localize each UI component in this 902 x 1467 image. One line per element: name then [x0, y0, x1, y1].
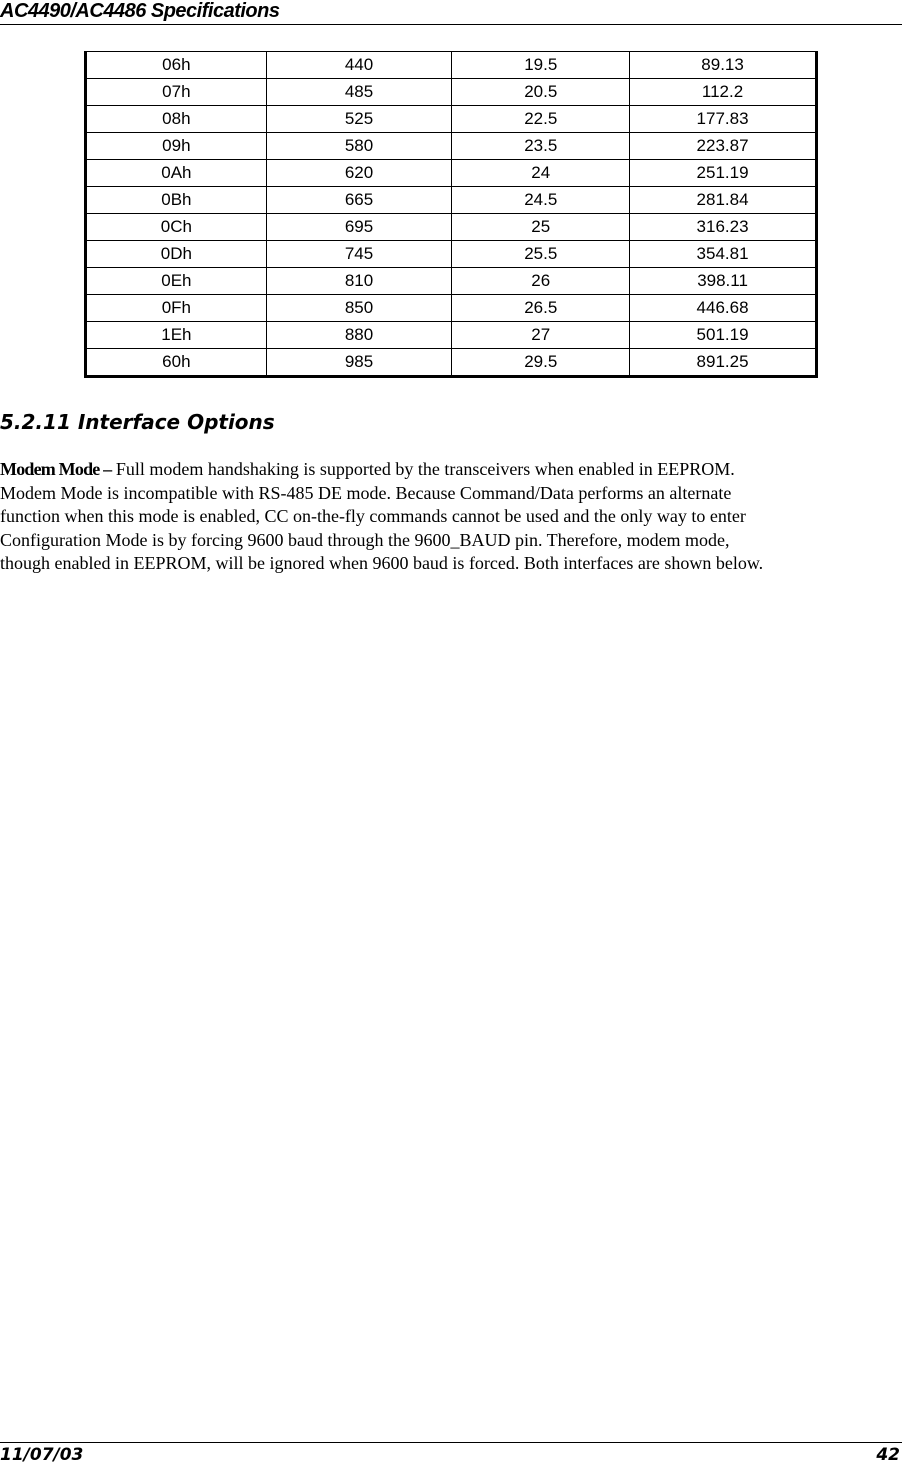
table-cell: 525: [266, 106, 452, 133]
table-cell: 251.19: [630, 160, 817, 187]
table-row: [86, 106, 817, 133]
table-cell: 26.5: [452, 295, 630, 322]
table-cell: 850: [266, 295, 452, 322]
table-cell: 501.19: [630, 322, 817, 349]
table-cell: 880: [266, 322, 452, 349]
footer-date: 11/07/03: [0, 1445, 84, 1465]
paragraph-line: Modem Mode is incompatible with RS-485 DE mode. Because Command/Data performs an alternate: [0, 482, 732, 503]
table-row: [86, 79, 817, 106]
table-cell: 354.81: [630, 241, 817, 268]
table-cell: 112.2: [630, 79, 817, 106]
table-cell: 398.11: [630, 268, 817, 295]
paragraph-line: Configuration Mode is by forcing 9600 baud through the 9600_BAUD pin. Therefore, modem mode,: [0, 529, 730, 550]
table-row: [86, 295, 817, 322]
table-cell: 745: [266, 241, 452, 268]
table-cell: 23.5: [452, 133, 630, 160]
paragraph-line: [0, 458, 900, 482]
table-cell: 60h: [86, 349, 267, 377]
table-cell: 0Ch: [86, 214, 267, 241]
table-cell: 25.5: [452, 241, 630, 268]
table-cell: 08h: [86, 106, 267, 133]
table-cell: 440: [266, 52, 452, 79]
table-cell: 0Fh: [86, 295, 267, 322]
table-cell: 665: [266, 187, 452, 214]
spec-table: [84, 51, 818, 378]
table-cell: 07h: [86, 79, 267, 106]
table-row: [86, 52, 817, 79]
section-heading: 5.2.11 Interface Options: [0, 410, 275, 434]
table-row: [86, 268, 817, 295]
table-cell: 0Bh: [86, 187, 267, 214]
table-row: [86, 322, 817, 349]
table-cell: 580: [266, 133, 452, 160]
table-cell: 27: [452, 322, 630, 349]
table-row: [86, 160, 817, 187]
document-title: AC4490/AC4486 Specifications: [0, 0, 280, 22]
table-cell: 985: [266, 349, 452, 377]
spec-table-container: [84, 51, 818, 384]
table-cell: 22.5: [452, 106, 630, 133]
page-header: [0, 0, 902, 25]
page-number: 42: [876, 1445, 900, 1465]
body-paragraph: [0, 458, 900, 576]
table-cell: 09h: [86, 133, 267, 160]
table-cell: 1Eh: [86, 322, 267, 349]
table-cell: 19.5: [452, 52, 630, 79]
table-cell: 0Dh: [86, 241, 267, 268]
table-cell: 891.25: [630, 349, 817, 377]
table-cell: 0Eh: [86, 268, 267, 295]
table-cell: 446.68: [630, 295, 817, 322]
table-cell: 26: [452, 268, 630, 295]
table-cell: 24.5: [452, 187, 630, 214]
table-cell: 620: [266, 160, 452, 187]
table-cell: 177.83: [630, 106, 817, 133]
paragraph-line-text: Full modem handshaking is supported by the transceivers when enabled in EEPROM.: [111, 459, 735, 479]
page-footer: [0, 1442, 902, 1467]
table-cell: 29.5: [452, 349, 630, 377]
table-cell: 281.84: [630, 187, 817, 214]
table-cell: 0Ah: [86, 160, 267, 187]
table-cell: 89.13: [630, 52, 817, 79]
table-row: [86, 133, 817, 160]
table-row: [86, 349, 817, 377]
paragraph-line: though enabled in EEPROM, will be ignored when 9600 baud is forced. Both interfaces are shown below.: [0, 553, 764, 573]
table-cell: 316.23: [630, 214, 817, 241]
table-cell: 24: [452, 160, 630, 187]
paragraph-line: function when this mode is enabled, CC on-the-fly commands cannot be used and the only way to enter: [0, 506, 746, 526]
table-cell: 810: [266, 268, 452, 295]
table-cell: 20.5: [452, 79, 630, 106]
table-row: [86, 241, 817, 268]
lead-term: Modem Mode –: [0, 459, 112, 479]
table-cell: 06h: [86, 52, 267, 79]
spec-table-body: [86, 52, 817, 377]
table-row: [86, 214, 817, 241]
table-cell: 223.87: [630, 133, 817, 160]
table-row: [86, 187, 817, 214]
table-cell: 695: [266, 214, 452, 241]
table-cell: 485: [266, 79, 452, 106]
table-cell: 25: [452, 214, 630, 241]
